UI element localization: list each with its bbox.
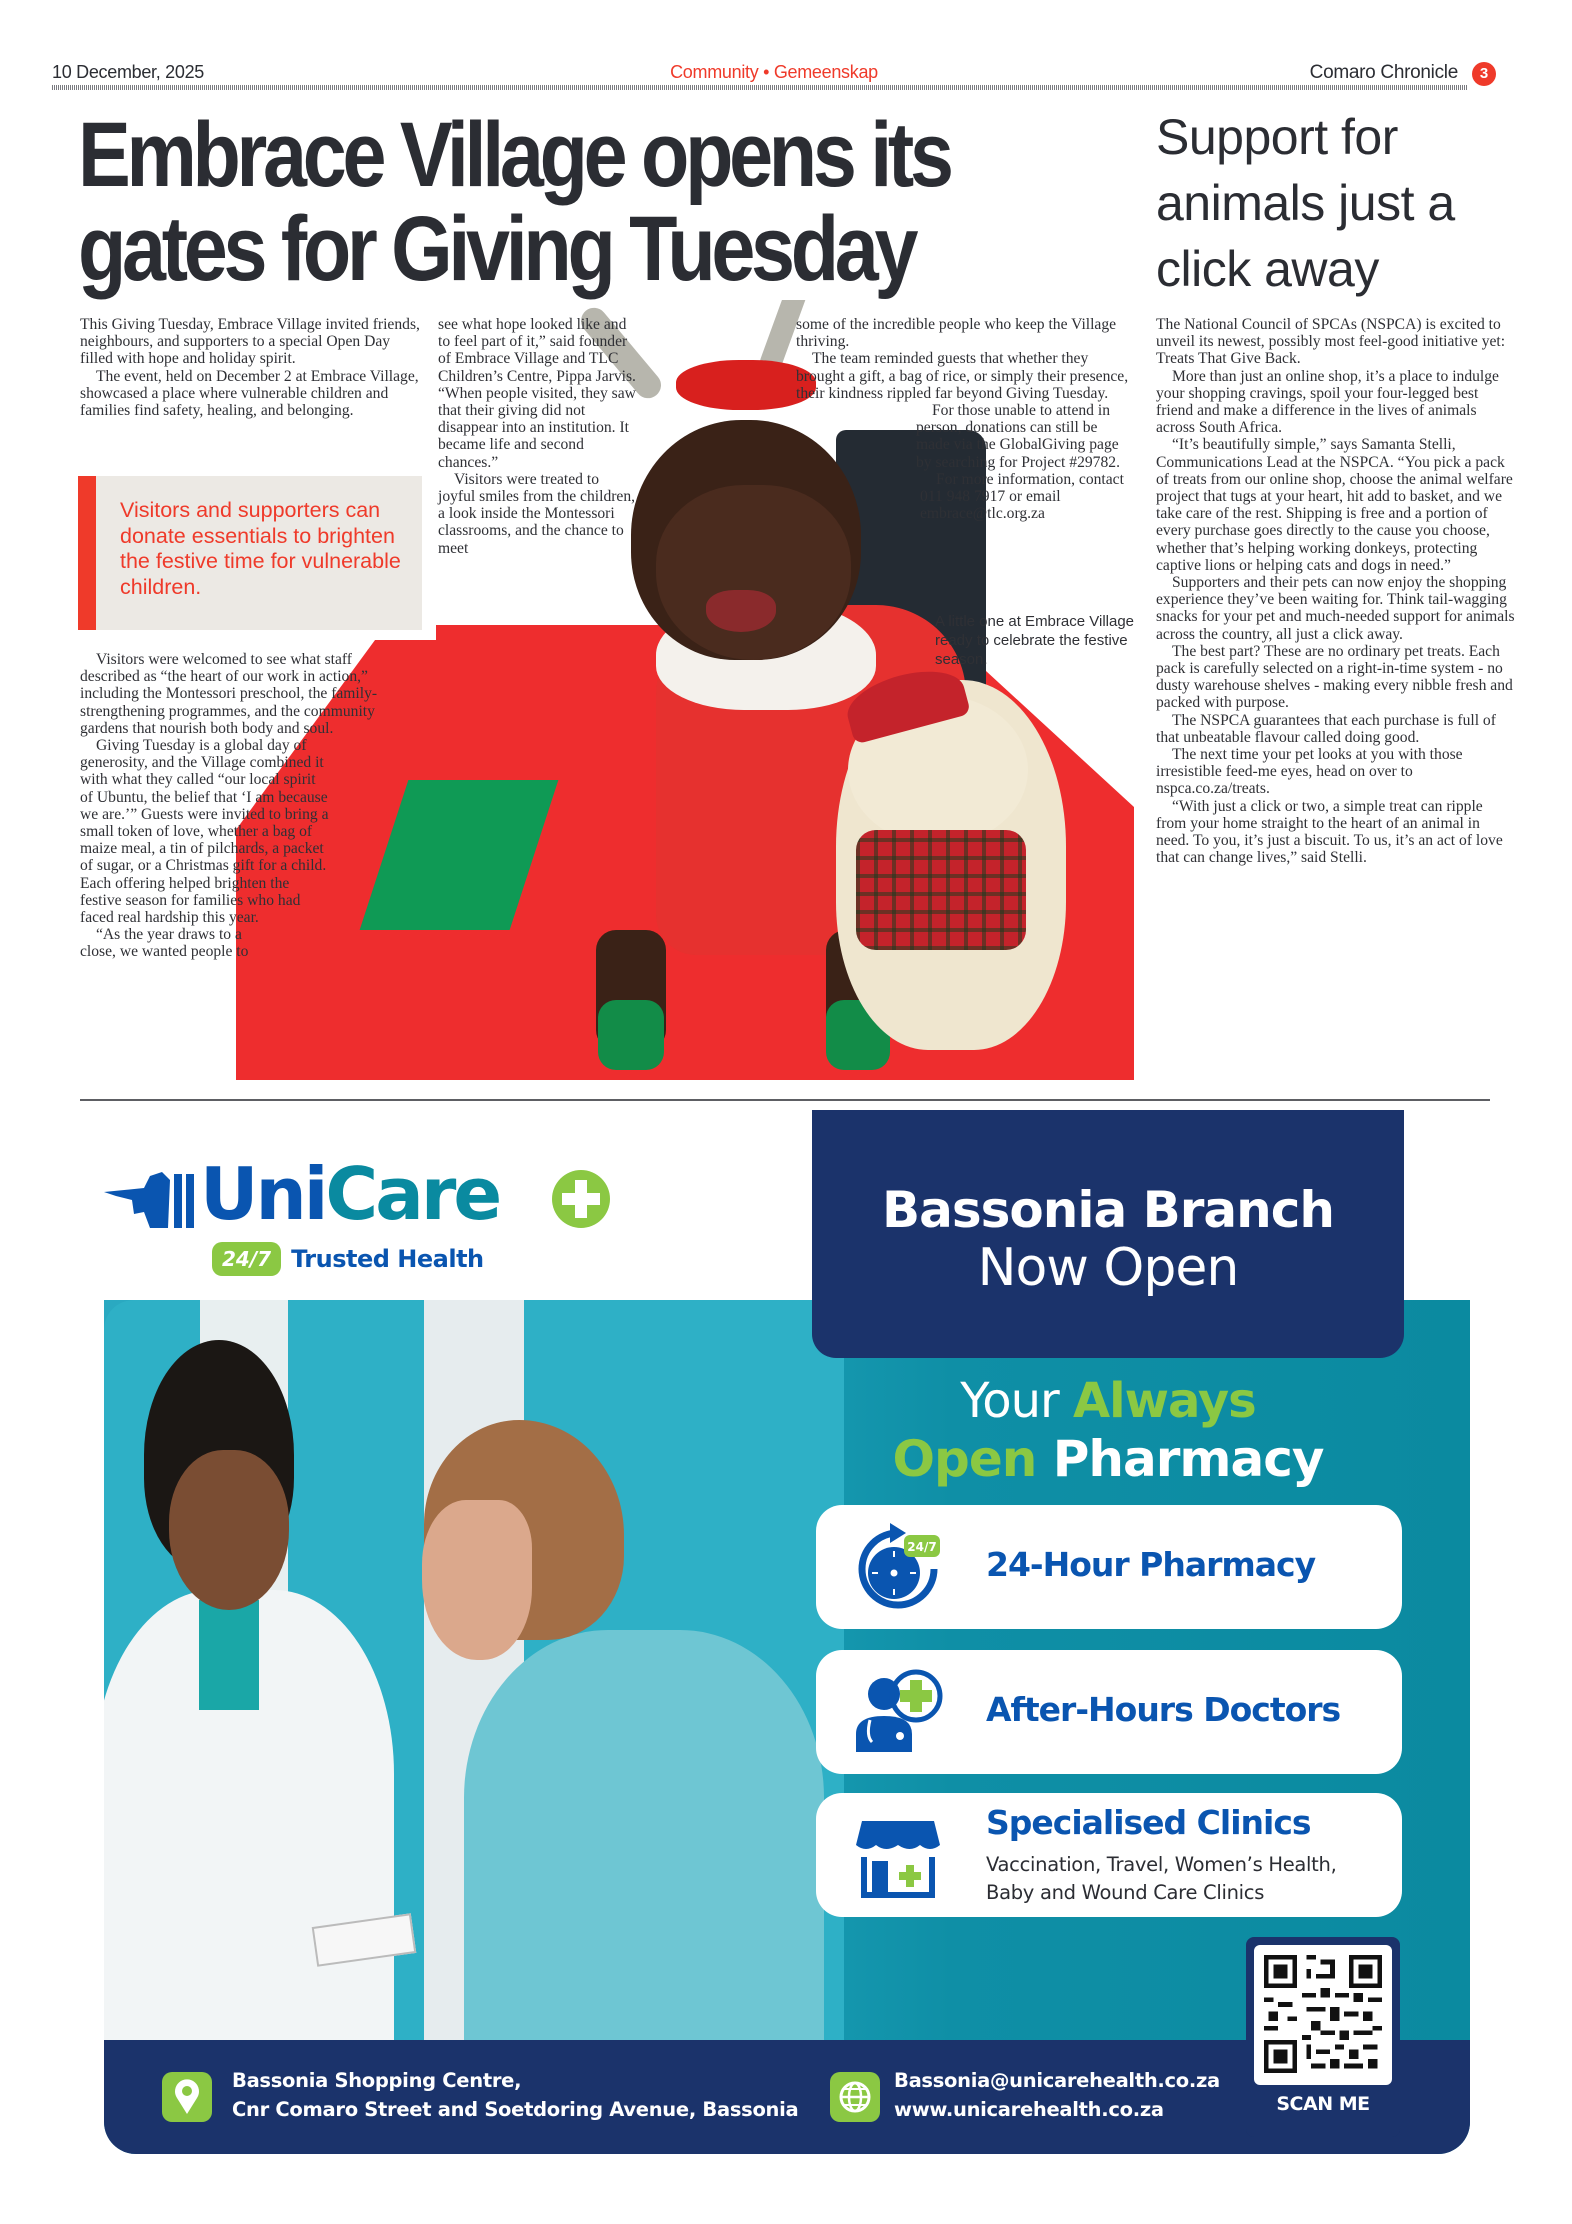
patient-face <box>422 1500 532 1660</box>
paragraph: For those unable to attend in person, donations can still be made via the GlobalGiving page by searching for Project #29782. <box>916 402 1120 471</box>
section-divider <box>80 1099 1490 1101</box>
pharmacist-consultation-photo <box>104 1300 844 2040</box>
tag-text: Trusted Health <box>291 1245 484 1273</box>
paragraph: For more information, contact 011 948 7917 or email embrace@tlc.org.za <box>920 470 1124 523</box>
qr-code-icon <box>1264 1955 1382 2073</box>
article-column-1-top <box>80 316 420 419</box>
unicare-wordmark <box>200 1154 499 1234</box>
branch-title: Bassonia Branch <box>882 1181 1334 1239</box>
address-line-2: Cnr Comaro Street and Soetdoring Avenue, Bassonia <box>232 2098 799 2121</box>
globe-icon <box>830 2072 880 2122</box>
issue-date: 10 December, 2025 <box>52 62 205 82</box>
masthead-rule <box>52 85 1468 90</box>
main-headline <box>78 104 955 300</box>
paragraph: The best part? These are no ordinary pet treats. Each pack is carefully selected on a right-in-time system - no dusty warehouse shelves - making every nibble fresh and packed with purpose. <box>1156 642 1513 712</box>
tag-pill-24-7: 24/7 <box>212 1242 281 1276</box>
service-card-24-hour-pharmacy <box>816 1505 1402 1629</box>
scan-me-label: SCAN ME <box>1276 2093 1370 2115</box>
paragraph: The National Council of SPCAs (NSPCA) is excited to unveil its newest, possibly most feel-good initiative yet: Treats That Give Back. <box>1156 316 1506 368</box>
trusted-health-tag <box>212 1240 484 1278</box>
service-title: Specialised Clinics <box>986 1803 1311 1842</box>
brand-care: Care <box>325 1152 500 1236</box>
branch-address <box>232 2066 798 2124</box>
branch-announcement <box>812 1110 1404 1358</box>
paragraph: Visitors were treated to joyful smiles from the children, a look inside the Montessori classrooms, and the chance to meet <box>438 470 636 557</box>
tagline-pharmacy: Pharmacy <box>1052 1430 1324 1488</box>
photo-caption: A little one at Embrace Village ready to celebrate the festive season. <box>935 613 1135 668</box>
qr-code[interactable] <box>1254 1945 1392 2085</box>
service-card-specialised-clinics <box>816 1793 1402 1917</box>
contact-email[interactable]: Bassonia@unicarehealth.co.za <box>894 2069 1220 2092</box>
service-description-line: Vaccination, Travel, Women’s Health, <box>986 1853 1337 1876</box>
paragraph: Visitors were welcomed to see what staff described as “the heart of our work in action,” including the Montessori preschool, the family-strengthening programmes, and the community gardens that nourish both body and soul. <box>80 651 378 737</box>
pull-quote-text: Visitors and supporters can donate essentials to brighten the festive time for vulnerable children. <box>120 498 401 599</box>
green-plus-icon <box>552 1170 610 1228</box>
doctor-plus-icon <box>850 1664 946 1760</box>
teddy-bear-tartan-vest <box>856 830 1026 950</box>
paragraph: “As the year draws to a close, we wanted people to <box>80 926 249 961</box>
paragraph: This Giving Tuesday, Embrace Village invited friends, neighbours, and supporters to a special Open Day filled with hope and holiday spirit. <box>80 316 420 368</box>
unicorn-icon <box>104 1170 194 1228</box>
masthead <box>52 58 1496 92</box>
tagline-your: Your <box>960 1373 1073 1429</box>
article-column-2 <box>438 316 728 557</box>
tagline-always: Always <box>1073 1373 1256 1429</box>
patient-top <box>464 1630 824 2040</box>
child-smile <box>706 590 776 632</box>
contact-details <box>894 2066 1220 2124</box>
paragraph: The NSPCA guarantees that each purchase is full of that unbeatable flavour called doing good. <box>1156 711 1496 746</box>
paragraph: Supporters and their pets can now enjoy the shopping experience they’ve been waiting for. Think tail-wagging snacks for your pet and much-needed support for animals across the country, all just a click away. <box>1156 574 1515 643</box>
address-line-1: Bassonia Shopping Centre, <box>232 2069 522 2092</box>
side-article-body <box>1156 316 1516 867</box>
page-number-badge: 3 <box>1472 62 1496 86</box>
paragraph: More than just an online shop, it’s a place to indulge your shopping cravings, spoil your four-legged best friend and make a difference in the lives of animals across South Africa. <box>1156 367 1499 437</box>
paragraph: some of the incredible people who keep the Village thriving. <box>796 316 1117 351</box>
article-column-3 <box>796 316 1132 522</box>
section-label: Community • Gemeenskap <box>670 62 878 82</box>
branch-subtitle: Now Open <box>977 1238 1239 1298</box>
article-column-1-bottom <box>80 651 410 961</box>
brand-uni: Uni <box>200 1152 326 1236</box>
contact-website[interactable]: www.unicarehealth.co.za <box>894 2098 1164 2121</box>
tagline-open: Open <box>892 1430 1053 1488</box>
side-headline: Support for animals just a click away <box>1156 109 1455 297</box>
green-sock <box>598 1000 664 1070</box>
paragraph: “With just a click or two, a simple treat can ripple from your home straight to the heart of an animal in need. To you, it’s just a biscuit. To us, it’s an act of love that can change lives,” said Stelli. <box>1156 797 1503 867</box>
service-title: After-Hours Doctors <box>986 1690 1341 1729</box>
qr-code-block <box>1246 1937 1400 2137</box>
paragraph: Giving Tuesday is a global day of generosity, and the Village combined it with what they called “our local spirit of Ubuntu, the belief that ‘I am because we are.’” Guests were invited to bring a small token of love, whether a bag of maize meal, a tin of pilchards, a packet of sugar, or a Christmas gift for a child. Each offering helped brighten the festive season for families who had faced real hardship this year. <box>80 737 329 927</box>
headline-line-1: Embrace Village opens its <box>78 104 950 206</box>
service-description-line: Baby and Wound Care Clinics <box>986 1881 1265 1904</box>
paragraph: The team reminded guests that whether they brought a gift, a bag of rice, or simply their presence, their kindness rippled far beyond Giving Tuesday. <box>796 350 1129 402</box>
pharmacist-face <box>169 1450 289 1610</box>
paragraph: The event, held on December 2 at Embrace Village, showcased a place where vulnerable children and families find safety, healing, and belonging. <box>80 367 419 420</box>
service-card-after-hours-doctors <box>816 1650 1402 1774</box>
pharmacist-scrubs <box>199 1600 259 1710</box>
service-description <box>986 1851 1336 1907</box>
svg-text:24/7: 24/7 <box>907 1540 937 1554</box>
unicare-logo <box>104 1152 624 1238</box>
pull-quote-bar <box>78 476 96 630</box>
clock-24-7-icon <box>850 1519 946 1615</box>
headline-line-2: gates for Giving Tuesday <box>78 198 915 300</box>
location-pin-icon <box>162 2072 212 2122</box>
pull-quote <box>78 476 422 630</box>
paragraph: see what hope looked like and to feel part of it,” said founder of Embrace Village and TLC Children’s Centre, Pippa Jarvis. “When people visited, they saw that their giving did not disappear into an institution. It became life and second chances.” <box>438 316 636 471</box>
publication-name: Comaro Chronicle <box>1309 62 1458 83</box>
service-title: 24-Hour Pharmacy <box>986 1545 1316 1584</box>
ad-tagline <box>812 1372 1404 1488</box>
paragraph: “It’s beautifully simple,” says Samanta Stelli, Communications Lead at the NSPCA. “You pick a pack of treats from our online shop, choose the animal welfare project that tugs at your heart, hit add to basket, and we take care of the rest. Shipping is free and a portion of every purchase goes directly to the cause you choose, whether that’s helping working donkeys, protecting captive lions or helping cats and dogs in need.” <box>1156 436 1513 574</box>
paragraph: The next time your pet looks at you with those irresistible feed-me eyes, head on over to nspca.co.za/treats. <box>1156 746 1463 798</box>
clinic-store-icon <box>850 1807 946 1903</box>
